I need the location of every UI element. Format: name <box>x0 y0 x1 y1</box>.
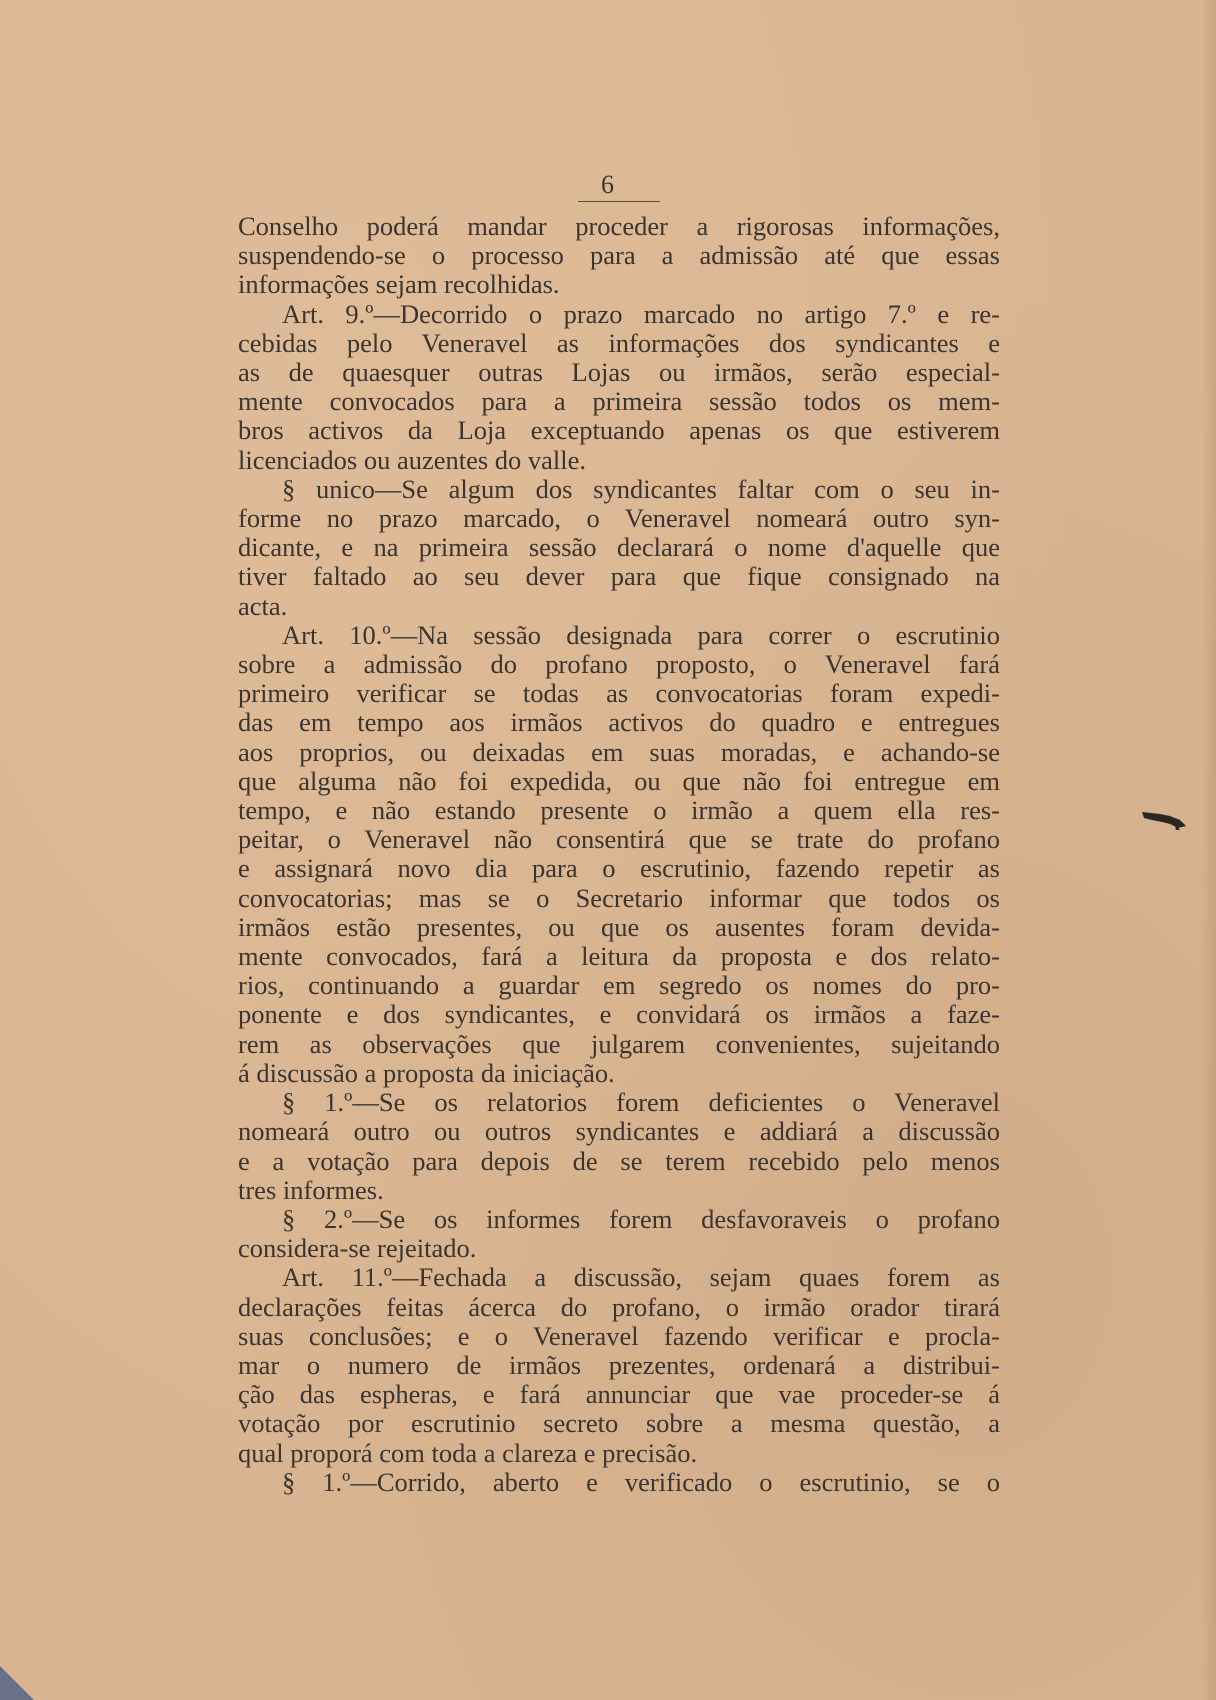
paragraph-heading-line: § 2.º—Se os informes forem desfavoraveis o profano <box>282 1203 1000 1234</box>
page-number-rule <box>578 201 660 202</box>
body-text <box>238 212 1000 1497</box>
text-line: irmãos estão presentes, ou que os ausentes foram devida- <box>238 911 1000 942</box>
text-line: ção das espheras, e fará annunciar que vae proceder-se á <box>238 1379 1000 1410</box>
text-line: forme no prazo marcado, o Veneravel nomeará outro syn- <box>238 503 1000 534</box>
text-line: rios, continuando a guardar em segredo os nomes do pro- <box>238 970 1000 1001</box>
text-line: peitar, o Veneravel não consentirá que se trate do profano <box>238 824 1000 855</box>
text-line: acta. <box>238 590 288 621</box>
text-line: mente convocados, fará a leitura da proposta e dos relato- <box>238 941 1000 972</box>
text-line: suspendendo-se o processo para a admissão até que essas <box>238 240 1000 271</box>
text-line: sobre a admissão do profano proposto, o Veneravel fará <box>238 649 1000 680</box>
text-line: tiver faltado ao seu dever para que fique consignado na <box>238 561 1000 592</box>
text-line: Conselho poderá mandar proceder a rigorosas informações, <box>238 211 1000 241</box>
text-line: bros activos da Loja exceptuando apenas os que estiverem <box>238 415 1000 446</box>
text-line: á discussão a proposta da iniciação. <box>238 1057 615 1088</box>
text-line: rem as observações que julgarem convenientes, sujeitando <box>238 1028 1000 1059</box>
article-heading-line: Art. 11.º—Fechada a discussão, sejam quaes forem as <box>282 1262 1000 1293</box>
article-heading-line: Art. 10.º—Na sessão designada para correr o escrutinio <box>282 619 1000 650</box>
text-line: considera-se rejeitado. <box>238 1233 477 1264</box>
text-line: informações sejam recolhidas. <box>238 269 560 300</box>
text-line: suas conclusões; e o Veneravel fazendo verificar e procla- <box>238 1320 1000 1351</box>
page-number: 6 <box>601 170 615 199</box>
text-line: aos proprios, ou deixadas em suas moradas, e achando-se <box>238 736 1000 767</box>
text-line: tempo, e não estando presente o irmão a quem ella res- <box>238 795 1000 826</box>
text-line: das em tempo aos irmãos activos do quadro e entregues <box>238 707 1000 738</box>
text-line: e a votação para depois de se terem recebido pelo menos <box>238 1145 1000 1176</box>
page-edge-shadow <box>1202 0 1216 1700</box>
text-line: licenciados ou auzentes do valle. <box>238 444 587 475</box>
text-line: as de quaesquer outras Lojas ou irmãos, serão especial- <box>238 357 1000 388</box>
text-line: cebidas pelo Veneravel as informações dos syndicantes e <box>238 327 1000 358</box>
text-line: primeiro verificar se todas as convocatorias foram expedi- <box>238 678 1000 709</box>
text-line: ponente e dos syndicantes, e convidará os irmãos a faze- <box>238 999 1000 1030</box>
text-line: mar o numero de irmãos prezentes, ordenará a distribui- <box>238 1349 1000 1380</box>
paragraph-heading-line: § 1.º—Corrido, aberto e verificado o escrutinio, se o <box>282 1466 1000 1497</box>
text-line: convocatorias; mas se o Secretario informar que todos os <box>238 882 1000 913</box>
text-line: que alguma não foi expedida, ou que não foi entregue em <box>238 765 1000 796</box>
text-line: dicante, e na primeira sessão declarará o nome d'aquelle que <box>238 532 1000 563</box>
article-heading-line: Art. 9.º—Decorrido o prazo marcado no artigo 7.º e re- <box>282 298 1000 329</box>
text-line: e assignará novo dia para o escrutinio, fazendo repetir as <box>238 853 1000 884</box>
text-line: nomeará outro ou outros syndicantes e addiará a discussão <box>238 1116 1000 1147</box>
paragraph-heading-line: § 1.º—Se os relatorios forem deficientes o Veneravel <box>282 1087 1000 1118</box>
text-line: tres informes. <box>238 1174 384 1205</box>
text-line: declarações feitas ácerca do profano, o irmão orador tirará <box>238 1291 1000 1322</box>
page-corner-mark <box>0 1660 40 1700</box>
text-line: mente convocados para a primeira sessão todos os mem- <box>238 386 1000 417</box>
text-line: qual proporá com toda a clareza e precisão. <box>238 1437 698 1468</box>
paragraph-heading-line: § unico—Se algum dos syndicantes faltar com o seu in- <box>282 473 1000 504</box>
ink-blot-mark <box>1140 806 1188 832</box>
text-line: votação por escrutinio secreto sobre a mesma questão, a <box>238 1408 1000 1439</box>
